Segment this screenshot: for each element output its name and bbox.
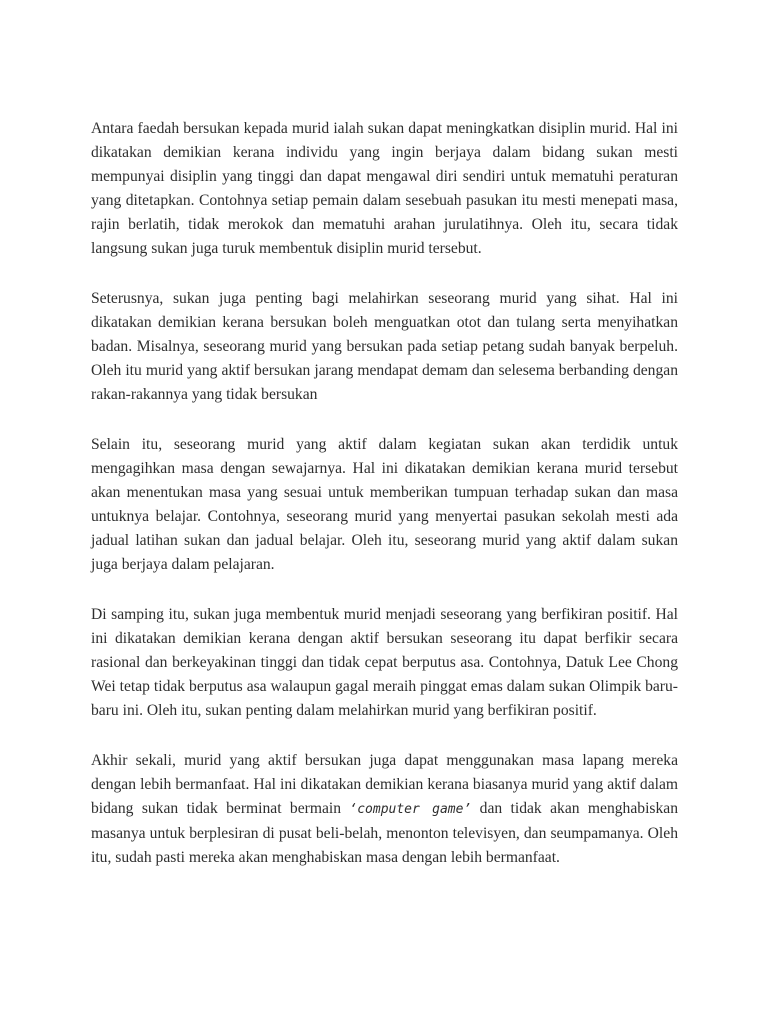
paragraph-leisure-text-after: dan tidak akan menghabiskan masanya untuk berplesiran di pusat beli-belah, menonton televisyen, dan seumpamanya. Oleh itu, sudah pasti mereka akan menghabiskan masa dengan lebih bermanfaat.: [91, 800, 678, 866]
paragraph-leisure-text-before: Akhir sekali, murid yang aktif bersukan juga dapat menggunakan masa lapang mereka dengan lebih bermanfaat. Hal ini dikatakan demikian kerana biasanya murid yang aktif dalam bidang sukan tidak berminat bermain: [91, 752, 678, 817]
paragraph-time-management: Selain itu, seseorang murid yang aktif dalam kegiatan sukan akan terdidik untuk mengagihkan masa dengan sewajarnya. Hal ini dikatakan demikian kerana murid tersebut akan menentukan masa yang sesuai untuk memberikan tumpuan terhadap sukan dan masa untuknya belajar. Contohnya, seseorang murid yang menyertai pasukan sekolah mesti ada jadual latihan sukan dan jadual belajar. Oleh itu, seseorang murid yang aktif dalam sukan juga berjaya dalam pelajaran.: [91, 436, 678, 573]
paragraph-discipline: Antara faedah bersukan kepada murid ialah sukan dapat meningkatkan disiplin murid. Hal ini dikatakan demikian kerana individu yang ingin berjaya dalam bidang sukan mesti mempunyai disiplin yang tinggi dan dapat mengawal diri sendiri untuk mematuhi peraturan yang ditetapkan. Contohnya setiap pemain dalam sesebuah pasukan itu mesti menepati masa, rajin berlatih, tidak merokok dan mematuhi arahan jurulatihnya. Oleh itu, secara tidak langsung sukan juga turuk membentuk disiplin murid tersebut.: [91, 120, 678, 257]
paragraph-leisure-time: [91, 749, 678, 870]
paragraph-health: Seterusnya, sukan juga penting bagi melahirkan seseorang murid yang sihat. Hal ini dikatakan demikian kerana bersukan boleh menguatkan otot dan tulang serta menyihatkan badan. Misalnya, seseorang murid yang bersukan pada setiap petang sudah banyak berpeluh. Oleh itu murid yang aktif bersukan jarang mendapat demam dan selesema berbanding dengan rakan-rakannya yang tidak bersukan: [91, 290, 678, 403]
computer-game-term: ‘computer game’: [349, 802, 472, 817]
document-body: [91, 117, 678, 896]
paragraph-positive-thinking: Di samping itu, sukan juga membentuk murid menjadi seseorang yang berfikiran positif. Hal ini dikatakan demikian kerana dengan aktif bersukan seseorang itu dapat berfikir secara rasional dan berkeyakinan tinggi dan tidak cepat berputus asa. Contohnya, Datuk Lee Chong Wei tetap tidak berputus asa walaupun gagal meraih pinggat emas dalam sukan Olimpik baru-baru ini. Oleh itu, sukan penting dalam melahirkan murid yang berfikiran positif.: [91, 606, 678, 719]
